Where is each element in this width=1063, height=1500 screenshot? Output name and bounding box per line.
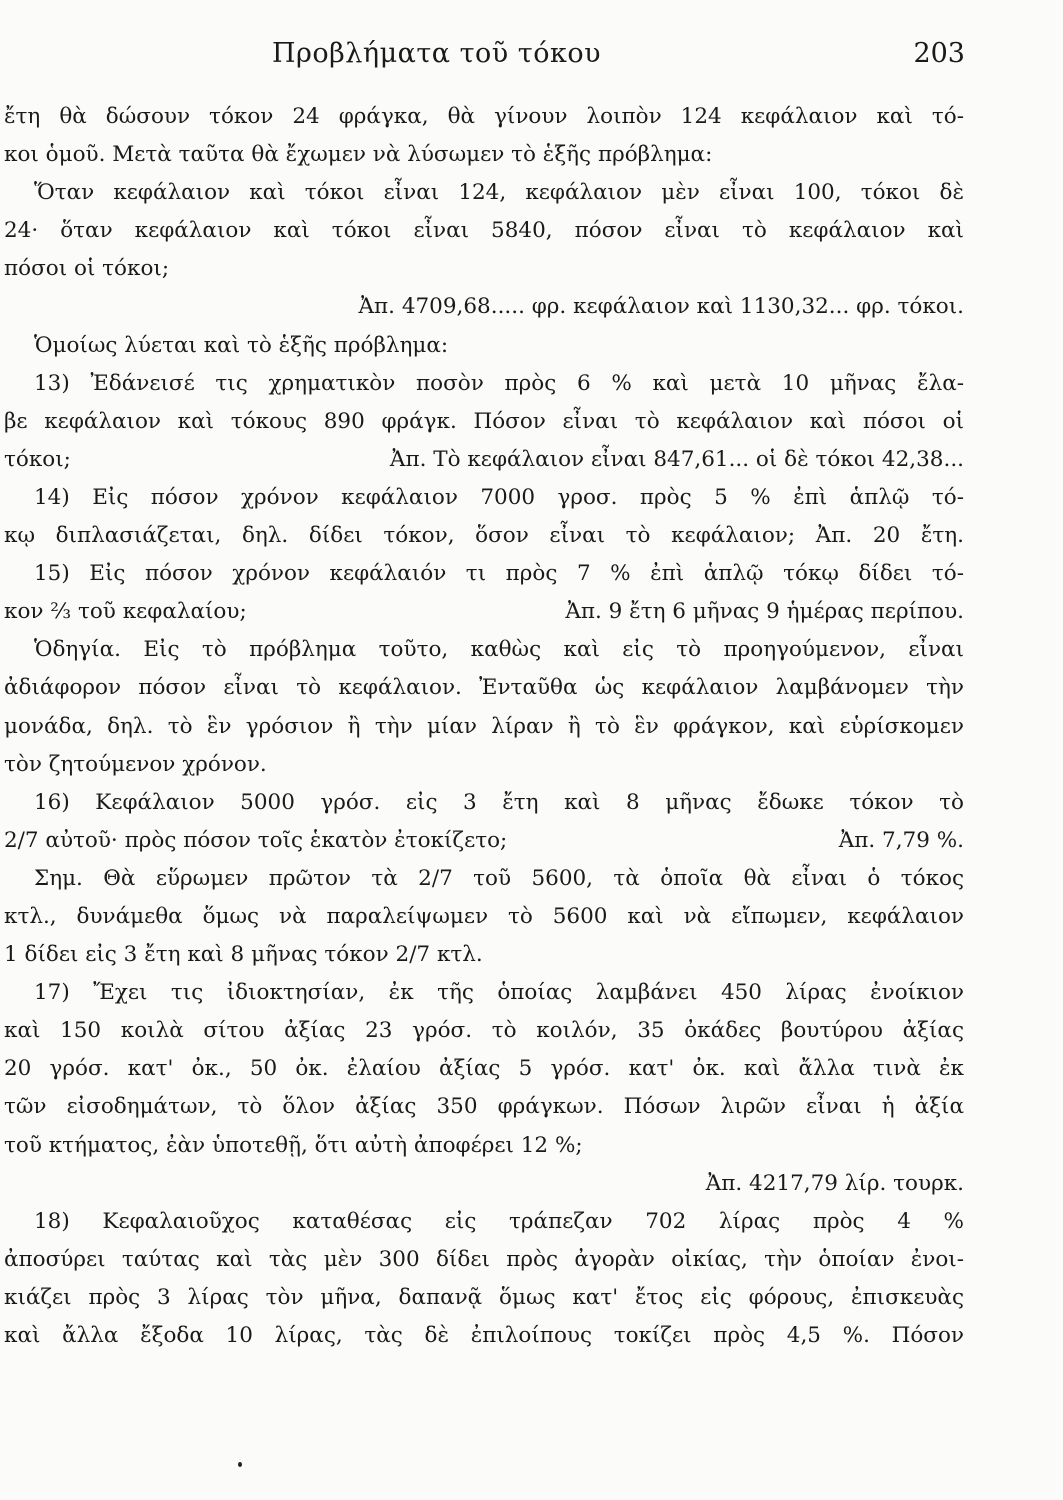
- text-line: πόσοι οἱ τόκοι;: [4, 256, 170, 282]
- text-line: [4, 441, 964, 479]
- problem-16-line: 16) Κεφάλαιον 5000 γρόσ. εἰς 3 ἔτη καὶ 8 μῆνας ἔδωκε τόκον τὸ: [34, 789, 964, 815]
- text-line: 20 γρόσ. κατ' ὀκ., 50 ὀκ. ἐλαίου ἀξίας 5 γρόσ. κατ' ὀκ. καὶ ἄλλα τινὰ ἐκ: [4, 1056, 964, 1082]
- text-line: Ὁμοίως λύεται καὶ τὸ ἑξῆς πρόβλημα:: [34, 332, 449, 358]
- text-line: κιάζει πρὸς 3 λίρας τὸν μῆνα, δαπανᾷ ὅμως κατ' ἔτος εἰς φόρους, ἐπισκευὰς: [4, 1284, 964, 1310]
- body-text: [4, 98, 964, 1355]
- answer-line: Ἀπ. 4709,68..... φρ. κεφάλαιον καὶ 1130,32... φρ. τόκοι.: [358, 294, 964, 320]
- answer-text: Ἀπ. 7,79 %.: [838, 827, 964, 853]
- text-line: μονάδα, δηλ. τὸ ἓν γρόσιον ἢ τὴν μίαν λίραν ἢ τὸ ἓν φράγκον, καὶ εὑρίσκομεν: [4, 713, 964, 739]
- text-line: τοῦ κτήματος, ἐὰν ὑποτεθῇ, ὅτι αὐτὴ ἀποφέρει 12 %;: [4, 1132, 583, 1158]
- answer-text: Ἀπ. Τὸ κεφάλαιον εἶναι 847,61... οἱ δὲ τόκοι 42,38...: [389, 446, 964, 472]
- text-line: ἔτη θὰ δώσουν τόκον 24 φράγκα, θὰ γίνουν λοιπὸν 124 κεφάλαιον καὶ τό-: [4, 104, 964, 129]
- ink-mark: [238, 1462, 242, 1467]
- text-line: 24· ὅταν κεφάλαιον καὶ τόκοι εἶναι 5840, πόσον εἶναι τὸ κεφάλαιον καὶ: [4, 218, 964, 244]
- text-line: ἀποσύρει ταύτας καὶ τὰς μὲν 300 δίδει πρὸς ἀγορὰν οἰκίας, τὴν ὁποίαν ἐνοι-: [4, 1246, 964, 1272]
- page-number: 203: [913, 38, 965, 69]
- text-line: Ὅταν κεφάλαιον καὶ τόκοι εἶναι 124, κεφάλαιον μὲν εἶναι 100, τόκοι δὲ: [34, 180, 964, 206]
- answer-line: Ἀπ. 4217,79 λίρ. τουρκ.: [705, 1170, 964, 1196]
- problem-14-line: 14) Εἰς πόσον χρόνον κεφάλαιον 7000 γροσ. πρὸς 5 % ἐπὶ ἁπλῷ τό-: [34, 484, 964, 510]
- running-title: Προβλήματα τοῦ τόκου: [272, 38, 602, 69]
- text-line: κῳ διπλασιάζεται, δηλ. δίδει τόκον, ὅσον εἶναι τὸ κεφάλαιον; Ἀπ. 20 ἔτη.: [4, 523, 964, 549]
- text-line: καὶ 150 κοιλὰ σίτου ἀξίας 23 γρόσ. τὸ κοιλόν, 35 ὀκάδες βουτύρου ἀξίας: [4, 1018, 964, 1044]
- text-line: ἀδιάφορον πόσον εἶναι τὸ κεφάλαιον. Ἐνταῦθα ὡς κεφάλαιον λαμβάνομεν τὴν: [4, 675, 964, 701]
- text-line: [4, 593, 964, 631]
- note-line: Σημ. Θὰ εὕρωμεν πρῶτον τὰ 2/7 τοῦ 5600, τὰ ὁποῖα θὰ εἶναι ὁ τόκος: [34, 865, 964, 891]
- problem-13-line: 13) Ἐδάνεισέ τις χρηματικὸν ποσὸν πρὸς 6 % καὶ μετὰ 10 μῆνας ἔλα-: [34, 370, 964, 396]
- text-line: [4, 822, 964, 860]
- text-line: βε κεφάλαιον καὶ τόκους 890 φράγκ. Πόσον εἶναι τὸ κεφάλαιον καὶ πόσοι οἱ: [4, 408, 964, 434]
- problem-17-line: 17) Ἔχει τις ἰδιοκτησίαν, ἐκ τῆς ὁποίας λαμβάνει 450 λίρας ἐνοίκιον: [34, 980, 964, 1006]
- problem-18-line: 18) Κεφαλαιοῦχος καταθέσας εἰς τράπεζαν 702 λίρας πρὸς 4 %: [34, 1208, 964, 1234]
- text-fragment: 2/7 αὐτοῦ· πρὸς πόσον τοῖς ἑκατὸν ἐτοκίζετο;: [4, 827, 508, 853]
- text-line: 1 δίδει εἰς 3 ἔτη καὶ 8 μῆνας τόκον 2/7 κτλ.: [4, 942, 483, 968]
- text-line: κοι ὁμοῦ. Μετὰ ταῦτα θὰ ἔχωμεν νὰ λύσωμεν τὸ ἑξῆς πρόβλημα:: [4, 142, 713, 168]
- page-header: [0, 38, 1063, 82]
- text-line: καὶ ἄλλα ἔξοδα 10 λίρας, τὰς δὲ ἐπιλοίπους τοκίζει πρὸς 4,5 %. Πόσον: [4, 1323, 964, 1348]
- guidance-line: Ὁδηγία. Εἰς τὸ πρόβλημα τοῦτο, καθὼς καὶ εἰς τὸ προηγούμενον, εἶναι: [34, 637, 964, 663]
- problem-15-line: 15) Εἰς πόσον χρόνον κεφάλαιόν τι πρὸς 7 % ἐπὶ ἁπλῷ τόκῳ δίδει τό-: [34, 561, 964, 587]
- text-fragment: τόκοι;: [4, 446, 71, 472]
- text-line: κτλ., δυνάμεθα ὅμως νὰ παραλείψωμεν τὸ 5600 καὶ νὰ εἴπωμεν, κεφάλαιον: [4, 903, 964, 929]
- text-line: τῶν εἰσοδημάτων, τὸ ὅλον ἀξίας 350 φράγκων. Πόσων λιρῶν εἶναι ἡ ἀξία: [4, 1094, 964, 1120]
- text-fragment: κον ⅔ τοῦ κεφαλαίου;: [4, 599, 247, 625]
- text-line: τὸν ζητούμενον χρόνον.: [4, 751, 267, 777]
- answer-text: Ἀπ. 9 ἔτη 6 μῆνας 9 ἡμέρας περίπου.: [565, 599, 964, 625]
